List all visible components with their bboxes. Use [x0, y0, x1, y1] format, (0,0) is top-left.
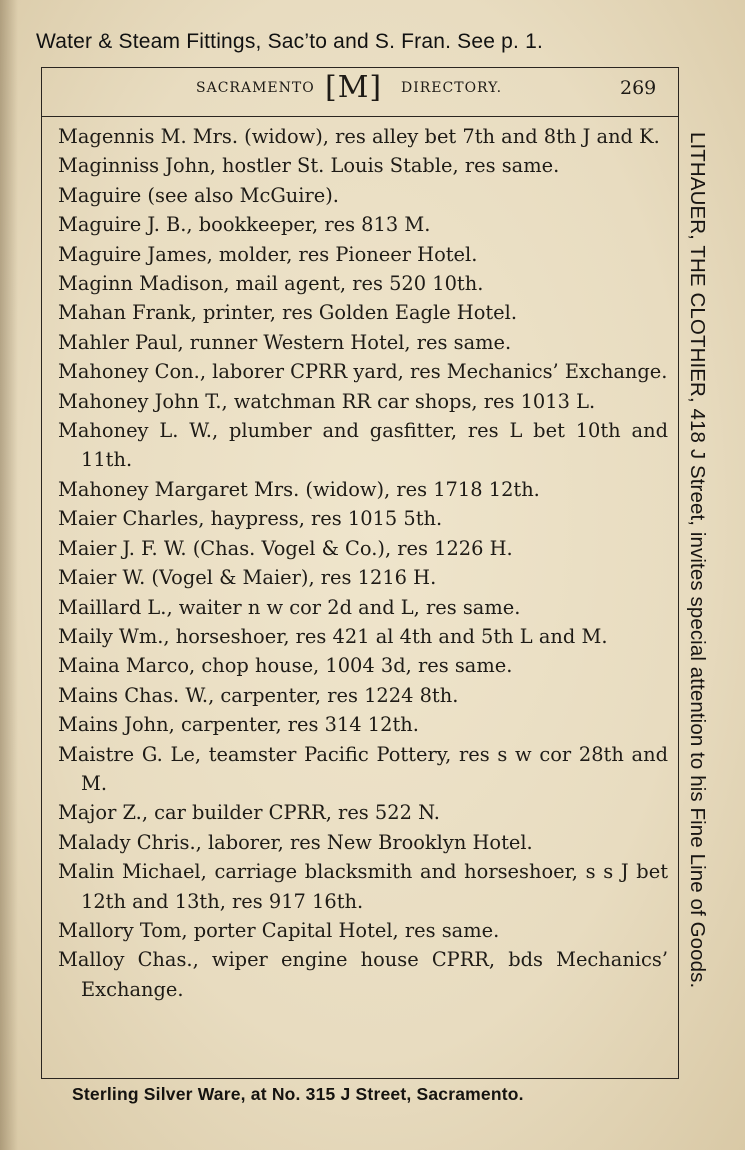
running-header-letter: [M] — [325, 70, 383, 105]
directory-entry: Mahler Paul, runner Western Hotel, res same. — [58, 330, 512, 354]
directory-entry: Malady Chris., laborer, res New Brooklyn Hotel. — [58, 830, 533, 854]
directory-entry: Maguire James, molder, res Pioneer Hotel. — [58, 242, 478, 266]
directory-entry: Mains John, carpenter, res 314 12th. — [58, 713, 419, 737]
directory-entry: Maguire (see also McGuire). — [58, 183, 339, 207]
directory-entry: Mains Chas. W., carpenter, res 1224 8th. — [58, 683, 459, 707]
directory-entry: Mahoney Con., laborer CPRR yard, res Mechanics’ Exchange. — [58, 360, 668, 384]
directory-entry: Malloy Chas., wiper engine house CPRR, bds Mechanics’ Exchange. — [58, 948, 668, 1001]
page-number: 269 — [620, 77, 657, 99]
directory-entry: Malin Michael, carriage blacksmith and horseshoer, s s J bet 12th and 13th, res 917 16th. — [58, 860, 668, 913]
directory-entry: Mahan Frank, printer, res Golden Eagle Hotel. — [58, 301, 518, 325]
directory-entry: Maily Wm., horseshoer, res 421 al 4th and 5th L and M. — [58, 624, 608, 648]
directory-entry: Maina Marco, chop house, 1004 3d, res same. — [58, 654, 513, 678]
running-header-city: SACRAMENTO — [196, 80, 315, 96]
directory-entry: Major Z., car builder CPRR, res 522 N. — [58, 801, 440, 825]
side-advertisement: LITHAUER, THE CLOTHIER, 418 J Street, invites special attention to his Fine Line of Goods. — [686, 132, 709, 989]
directory-entry: Mahoney Margaret Mrs. (widow), res 1718 12th. — [58, 477, 540, 501]
directory-entry: Mahoney John T., watchman RR car shops, res 1013 L. — [58, 389, 596, 413]
running-header-title: DIRECTORY. — [401, 80, 503, 96]
bottom-advertisement: Sterling Silver Ware, at No. 315 J Street, Sacramento. — [72, 1084, 524, 1104]
directory-entry: Mallory Tom, porter Capital Hotel, res same. — [58, 918, 500, 942]
binding-shadow — [0, 0, 18, 1150]
directory-entry: Maginn Madison, mail agent, res 520 10th. — [58, 272, 484, 296]
directory-entry: Mahoney L. W., plumber and gasfitter, res L bet 10th and 11th. — [58, 419, 668, 472]
directory-entry: Maier Charles, haypress, res 1015 5th. — [58, 507, 443, 531]
directory-entry: Maginniss John, hostler St. Louis Stable, res same. — [58, 154, 560, 178]
directory-entry: Maillard L., waiter n w cor 2d and L, res same. — [58, 595, 521, 619]
directory-entry: Maier J. F. W. (Chas. Vogel & Co.), res 1226 H. — [58, 536, 513, 560]
directory-entries — [58, 122, 668, 1004]
directory-entry: Maistre G. Le, teamster Pacific Pottery, res s w cor 28th and M. — [58, 742, 668, 795]
directory-entry: Magennis M. Mrs. (widow), res alley bet 7th and 8th J and K. — [58, 125, 660, 148]
header-divider — [41, 116, 679, 117]
top-advertisement: Water & Steam Fittings, Sac’to and S. Fran. See p. 1. — [36, 30, 544, 53]
directory-entry: Maguire J. B., bookkeeper, res 813 M. — [58, 213, 431, 237]
directory-entry: Maier W. (Vogel & Maier), res 1216 H. — [58, 566, 437, 590]
